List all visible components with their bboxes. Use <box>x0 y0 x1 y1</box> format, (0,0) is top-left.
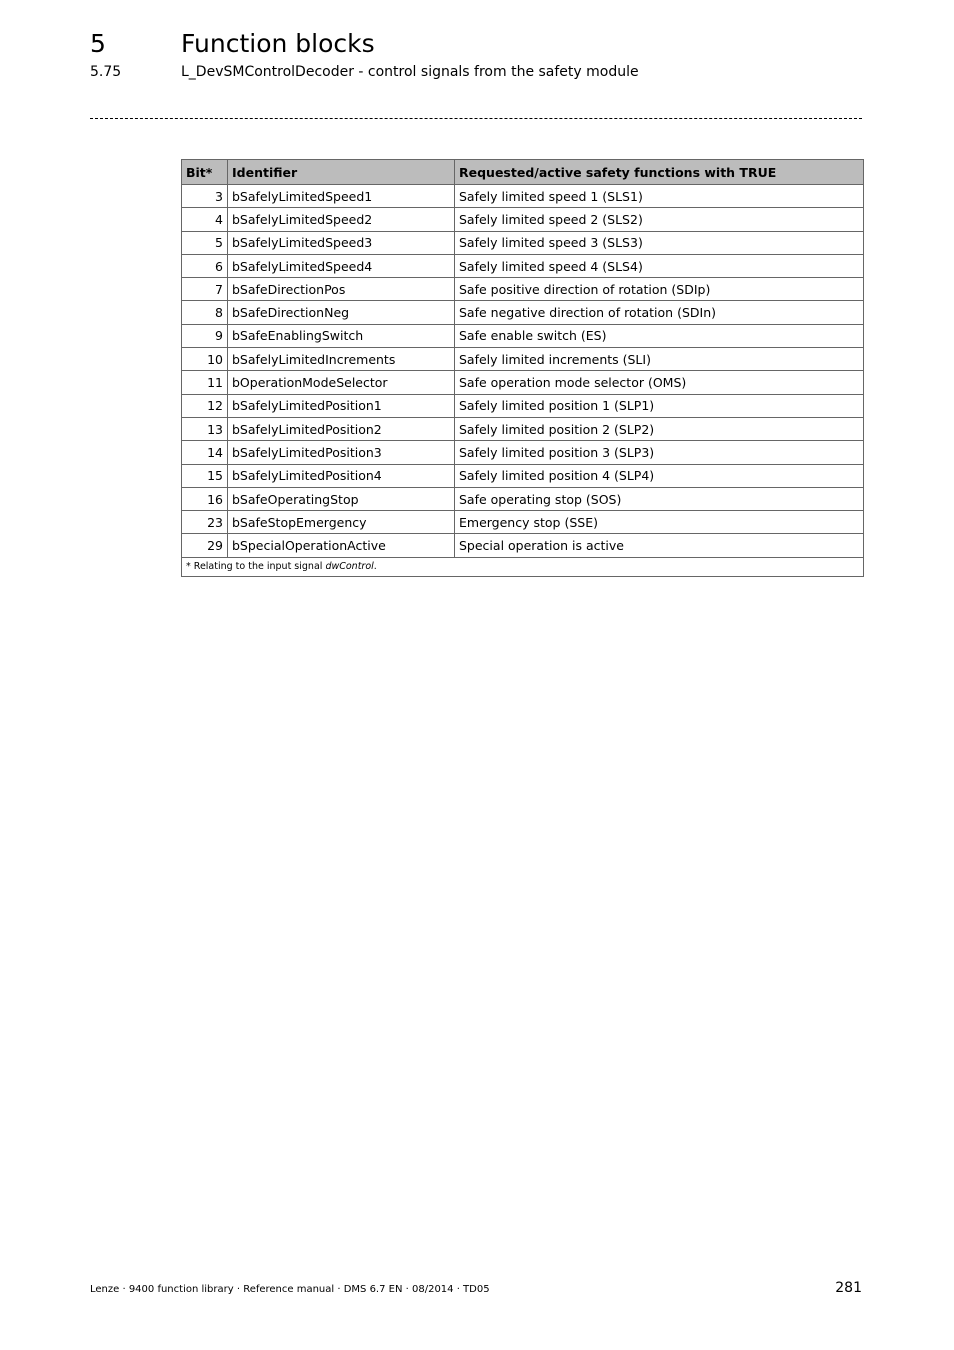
cell-identifier: bSafeStopEmergency <box>228 511 455 534</box>
chapter-title: Function blocks <box>181 29 375 58</box>
cell-bit: 4 <box>182 208 228 231</box>
cell-identifier: bSafelyLimitedPosition4 <box>228 464 455 487</box>
cell-function: Special operation is active <box>455 534 864 557</box>
cell-function: Safely limited position 4 (SLP4) <box>455 464 864 487</box>
table-row <box>182 417 864 440</box>
cell-bit: 7 <box>182 278 228 301</box>
cell-function: Safe positive direction of rotation (SDIp) <box>455 278 864 301</box>
cell-identifier: bSafelyLimitedPosition1 <box>228 394 455 417</box>
cell-identifier: bSafeDirectionPos <box>228 278 455 301</box>
cell-bit: 14 <box>182 441 228 464</box>
cell-bit: 13 <box>182 417 228 440</box>
page-number: 281 <box>835 1280 862 1296</box>
table-row <box>182 324 864 347</box>
footnote-text: * Relating to the input signal <box>186 561 326 573</box>
table-row <box>182 464 864 487</box>
cell-function: Safely limited speed 4 (SLS4) <box>455 254 864 277</box>
cell-function: Safely limited increments (SLI) <box>455 348 864 371</box>
chapter-number: 5 <box>90 29 106 58</box>
table-row <box>182 278 864 301</box>
cell-bit: 9 <box>182 324 228 347</box>
cell-identifier: bOperationModeSelector <box>228 371 455 394</box>
cell-bit: 6 <box>182 254 228 277</box>
table-row <box>182 371 864 394</box>
cell-identifier: bSafelyLimitedIncrements <box>228 348 455 371</box>
cell-bit: 12 <box>182 394 228 417</box>
cell-identifier: bSpecialOperationActive <box>228 534 455 557</box>
cell-bit: 23 <box>182 511 228 534</box>
cell-identifier: bSafelyLimitedPosition2 <box>228 417 455 440</box>
table-body <box>182 185 864 577</box>
table-row <box>182 348 864 371</box>
cell-function: Safe operating stop (SOS) <box>455 487 864 510</box>
header-bit: Bit* <box>182 160 228 185</box>
cell-function: Safe negative direction of rotation (SDIn) <box>455 301 864 324</box>
header-function: Requested/active safety functions with TRUE <box>455 160 864 185</box>
header-divider <box>90 118 862 119</box>
cell-bit: 15 <box>182 464 228 487</box>
table-row <box>182 487 864 510</box>
cell-identifier: bSafeEnablingSwitch <box>228 324 455 347</box>
cell-identifier: bSafeOperatingStop <box>228 487 455 510</box>
cell-function: Safely limited position 2 (SLP2) <box>455 417 864 440</box>
cell-function: Safe enable switch (ES) <box>455 324 864 347</box>
footnote-signal: dwControl <box>325 561 374 573</box>
cell-identifier: bSafelyLimitedSpeed4 <box>228 254 455 277</box>
table-row <box>182 301 864 324</box>
cell-identifier: bSafelyLimitedSpeed1 <box>228 185 455 208</box>
table-row <box>182 231 864 254</box>
cell-identifier: bSafelyLimitedPosition3 <box>228 441 455 464</box>
table-row <box>182 441 864 464</box>
cell-bit: 3 <box>182 185 228 208</box>
table-footnote-row <box>182 557 864 576</box>
cell-bit: 16 <box>182 487 228 510</box>
table-footnote <box>182 557 864 576</box>
table-row <box>182 394 864 417</box>
cell-bit: 10 <box>182 348 228 371</box>
cell-identifier: bSafelyLimitedSpeed3 <box>228 231 455 254</box>
cell-bit: 8 <box>182 301 228 324</box>
table-row <box>182 534 864 557</box>
cell-bit: 5 <box>182 231 228 254</box>
table-row <box>182 208 864 231</box>
table-row <box>182 511 864 534</box>
page-footer-text: Lenze · 9400 function library · Reference manual · DMS 6.7 EN · 08/2014 · TD05 <box>90 1284 490 1295</box>
table-row <box>182 254 864 277</box>
table-row <box>182 185 864 208</box>
control-signals-table <box>181 159 864 577</box>
cell-function: Safely limited speed 3 (SLS3) <box>455 231 864 254</box>
cell-function: Safe operation mode selector (OMS) <box>455 371 864 394</box>
cell-function: Safely limited speed 1 (SLS1) <box>455 185 864 208</box>
cell-bit: 29 <box>182 534 228 557</box>
cell-function: Emergency stop (SSE) <box>455 511 864 534</box>
cell-identifier: bSafelyLimitedSpeed2 <box>228 208 455 231</box>
cell-function: Safely limited position 1 (SLP1) <box>455 394 864 417</box>
cell-function: Safely limited position 3 (SLP3) <box>455 441 864 464</box>
footnote-end: . <box>373 561 377 573</box>
cell-bit: 11 <box>182 371 228 394</box>
cell-function: Safely limited speed 2 (SLS2) <box>455 208 864 231</box>
section-number: 5.75 <box>90 64 122 80</box>
section-title: L_DevSMControlDecoder - control signals from the safety module <box>181 64 639 80</box>
cell-identifier: bSafeDirectionNeg <box>228 301 455 324</box>
table-header-row <box>182 160 864 185</box>
header-identifier: Identifier <box>228 160 455 185</box>
